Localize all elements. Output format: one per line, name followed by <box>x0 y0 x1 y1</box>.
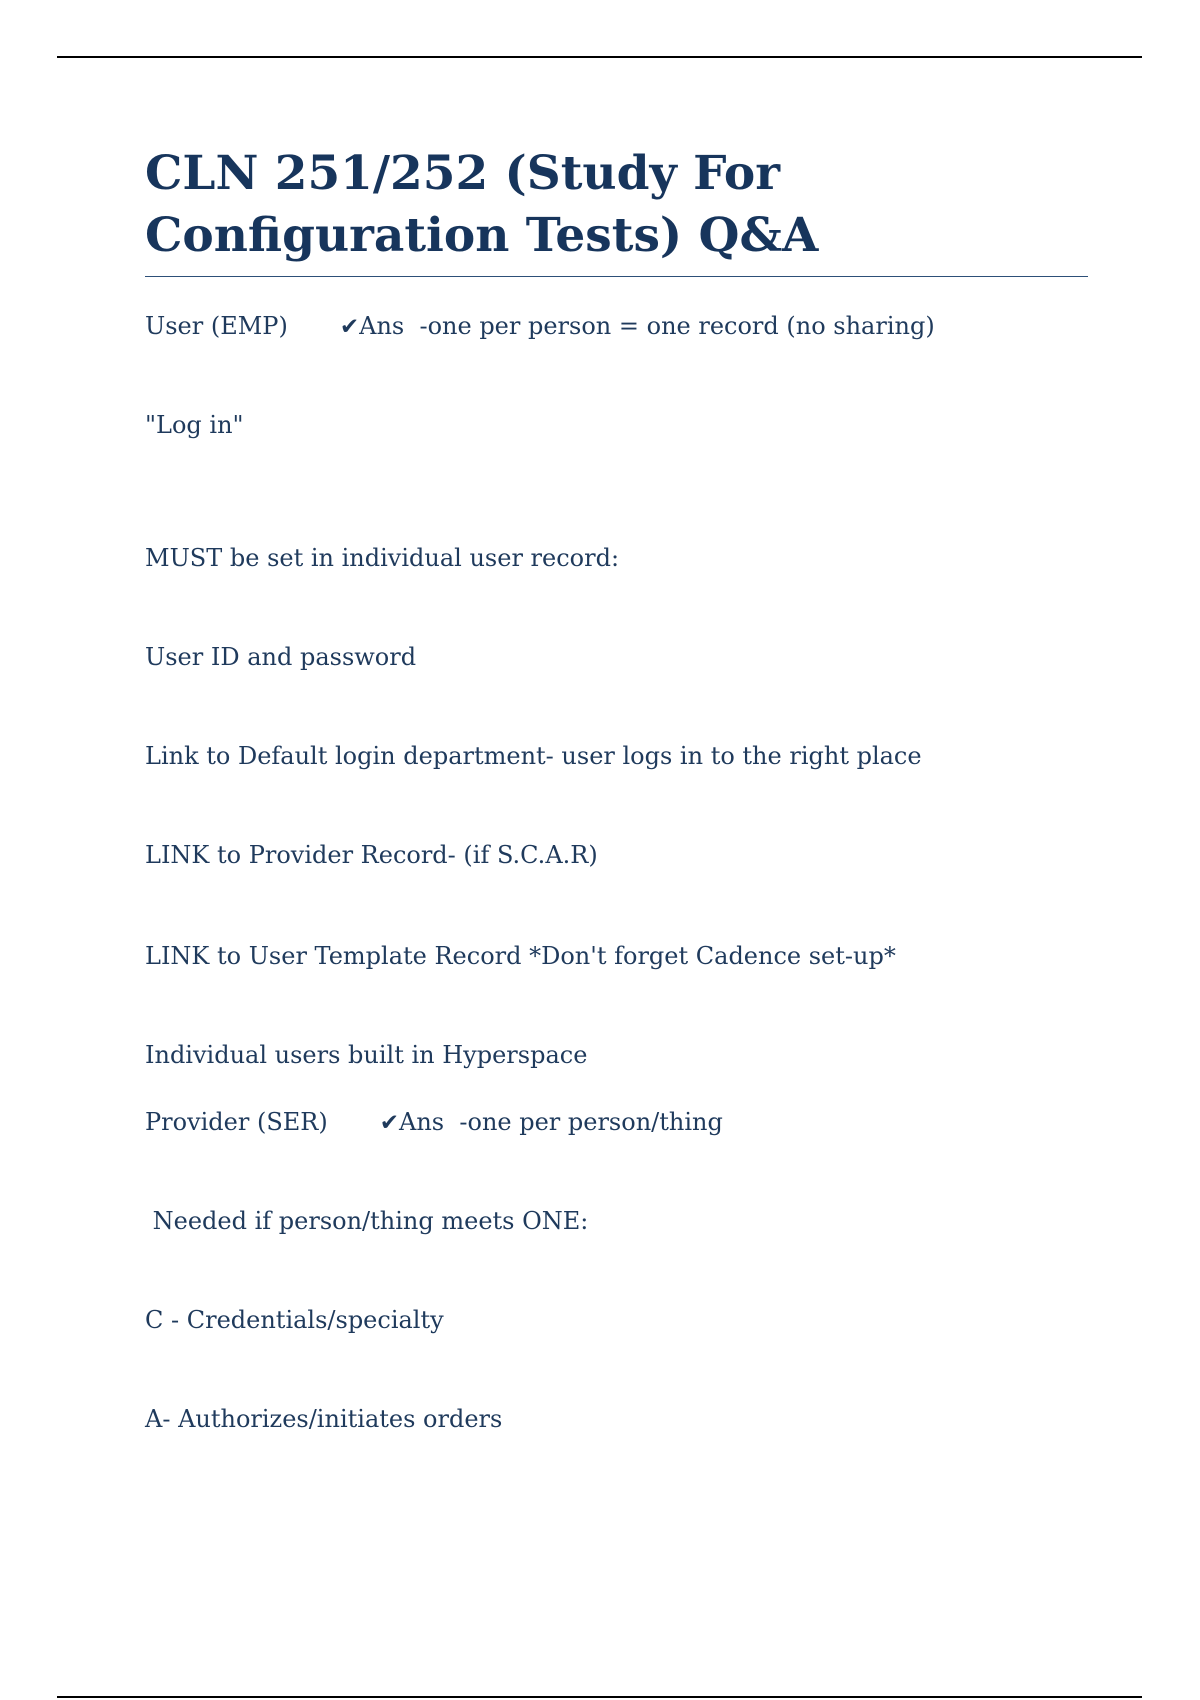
answer-line: Needed if person/thing meets ONE: <box>145 1207 589 1235</box>
answer-line: User ID and password <box>145 643 417 671</box>
checkmark-icon: ✔ <box>379 1110 400 1136</box>
answer-text: Ans -one per person/thing <box>399 1108 723 1136</box>
qa-entry-provider-ser <box>145 1107 723 1138</box>
question-label: Provider (SER) <box>145 1108 328 1136</box>
answer-line: MUST be set in individual user record: <box>145 544 620 572</box>
qa-entry-user-emp <box>145 311 935 342</box>
checkmark-icon: ✔ <box>339 314 360 340</box>
answer-line: Link to Default login department- user logs in to the right place <box>145 742 922 770</box>
answer-line: LINK to User Template Record *Don't forget Cadence set-up* <box>145 942 896 970</box>
answer-line: C - Credentials/specialty <box>145 1306 444 1334</box>
answer-text: Ans -one per person = one record (no sharing) <box>359 312 935 340</box>
answer-line: LINK to Provider Record- (if S.C.A.R) <box>145 841 598 869</box>
answer-line: A- Authorizes/initiates orders <box>145 1405 503 1433</box>
document-title: CLN 251/252 (Study For Configuration Tests) Q&A <box>145 146 819 263</box>
answer-line: Individual users built in Hyperspace <box>145 1041 588 1069</box>
page-bottom-rule <box>57 1696 1142 1698</box>
question-label: User (EMP) <box>145 312 288 340</box>
answer-line: "Log in" <box>145 411 244 439</box>
title-underline <box>145 276 1088 277</box>
page-top-rule <box>57 56 1142 58</box>
